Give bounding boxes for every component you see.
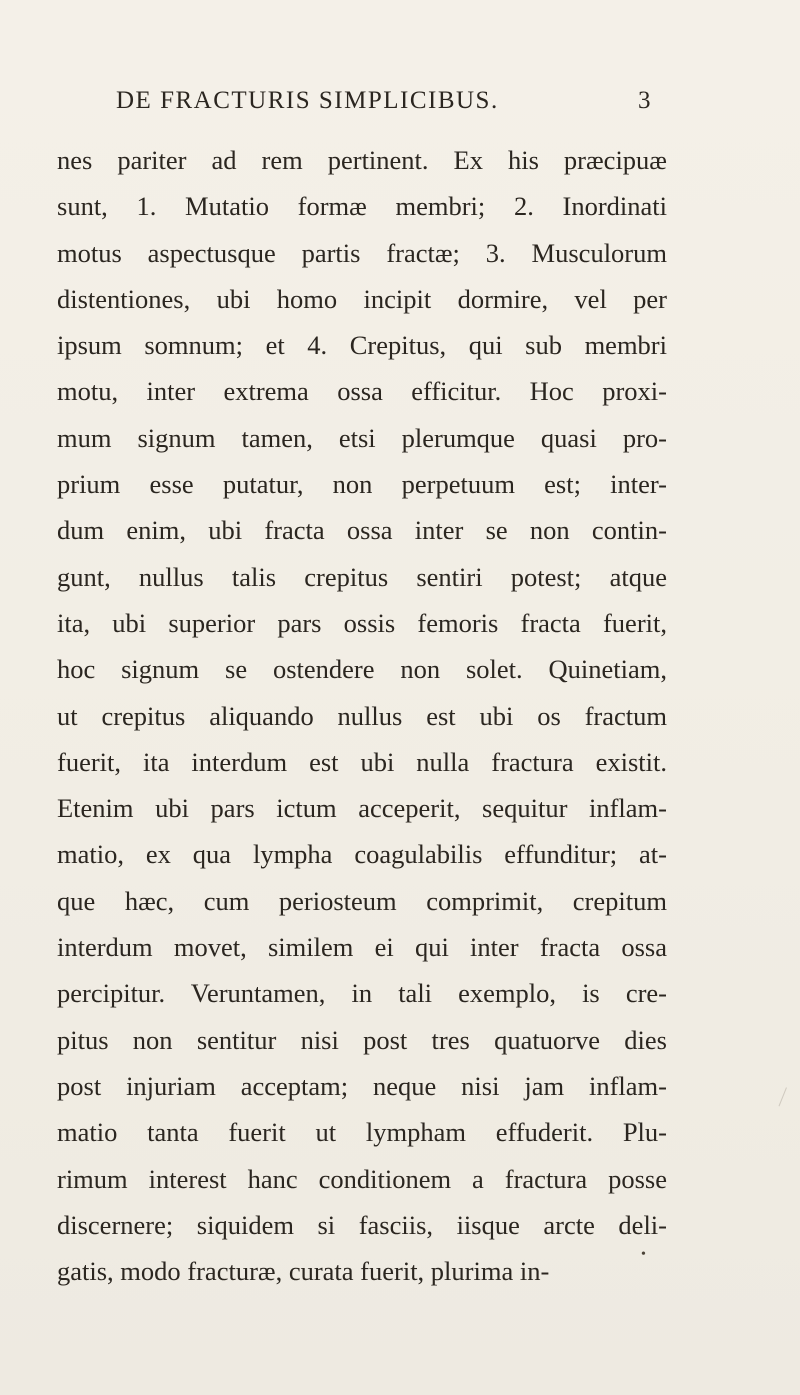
text-line: nes pariter ad rem pertinent. Ex his præcipuæ bbox=[57, 145, 667, 175]
text-line: fuerit, ita interdum est ubi nulla fractura existit. bbox=[57, 746, 667, 777]
text-line: ita, ubi superior pars ossis femoris fracta fuerit, bbox=[57, 607, 667, 638]
running-head bbox=[112, 84, 652, 118]
text-line: Etenim ubi pars ictum acceperit, sequitur inflam- bbox=[57, 793, 667, 824]
page-number: 3 bbox=[638, 87, 652, 114]
text-line: que hæc, cum periosteum comprimit, crepitum bbox=[57, 885, 667, 916]
text-line: sunt, 1. Mutatio formæ membri; 2. Inordinati bbox=[57, 191, 667, 222]
text-line: matio tanta fuerit ut lympham effuderit. Plu- bbox=[57, 1117, 667, 1148]
text-line: motus aspectusque partis fractæ; 3. Musculorum bbox=[57, 237, 667, 268]
text-line: prium esse putatur, non perpetuum est; inter- bbox=[57, 469, 667, 500]
text-line: gatis, modo fracturæ, curata fuerit, plurima in- bbox=[57, 1256, 550, 1287]
text-line: post injuriam acceptam; neque nisi jam inflam- bbox=[57, 1070, 667, 1101]
text-line: motu, inter extrema ossa efficitur. Hoc proxi- bbox=[57, 376, 667, 407]
text-line: interdum movet, similem ei qui inter fracta ossa bbox=[57, 932, 667, 963]
text-line: distentiones, ubi homo incipit dormire, vel per bbox=[57, 283, 667, 314]
ink-speck: • bbox=[641, 1247, 646, 1262]
text-line: matio, ex qua lympha coagulabilis effunditur; at- bbox=[57, 839, 667, 870]
running-title: DE FRACTURIS SIMPLICIBUS. bbox=[116, 87, 499, 114]
paper-speck bbox=[779, 1087, 793, 1108]
text-line: pitus non sentitur nisi post tres quatuorve dies bbox=[57, 1024, 667, 1055]
text-line: gunt, nullus talis crepitus sentiri potest; atque bbox=[57, 561, 667, 592]
body-text bbox=[57, 140, 667, 1297]
text-line: hoc signum se ostendere non solet. Quinetiam, bbox=[57, 654, 667, 685]
text-line: percipitur. Veruntamen, in tali exemplo, is cre- bbox=[57, 978, 667, 1009]
text-line: dum enim, ubi fracta ossa inter se non contin- bbox=[57, 515, 667, 546]
text-line: discernere; siquidem si fasciis, iisque arcte deli- bbox=[57, 1209, 667, 1240]
text-line: ipsum somnum; et 4. Crepitus, qui sub membri bbox=[57, 330, 667, 361]
text-line: rimum interest hanc conditionem a fractura posse bbox=[57, 1163, 667, 1194]
text-line: mum signum tamen, etsi plerumque quasi pro- bbox=[57, 422, 667, 453]
text-line: ut crepitus aliquando nullus est ubi os fractum bbox=[57, 700, 667, 731]
